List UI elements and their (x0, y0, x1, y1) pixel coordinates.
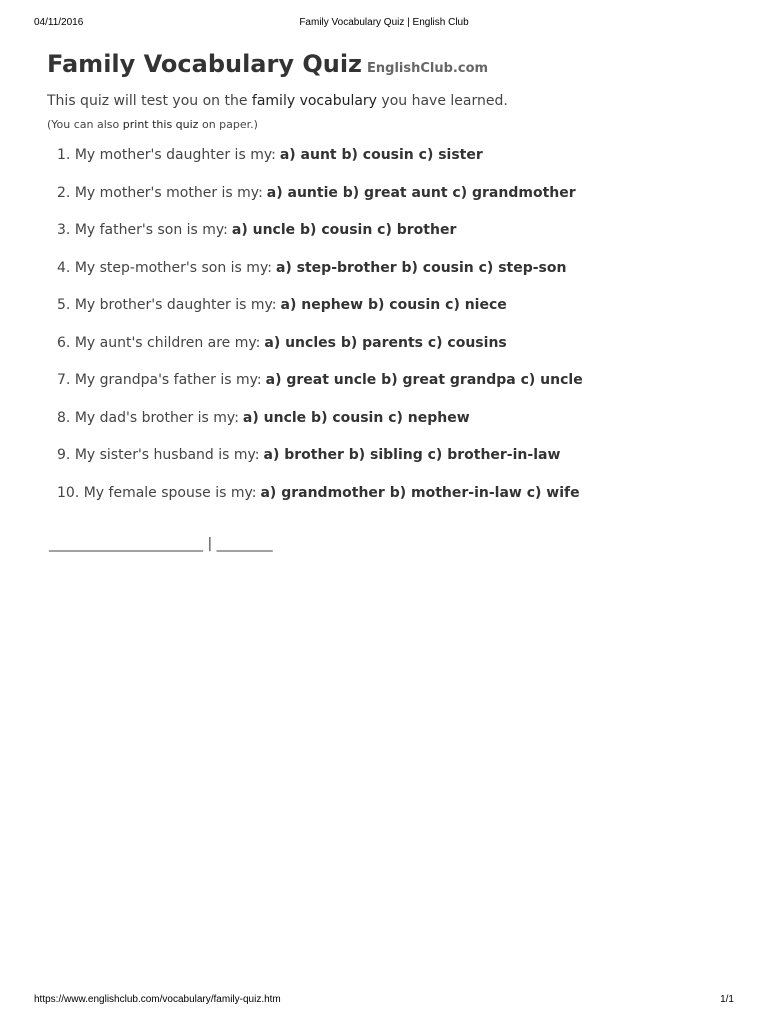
question-list (57, 145, 727, 520)
question-prompt: My female spouse is my: (83, 484, 257, 501)
question-item (57, 220, 727, 258)
question-item (57, 145, 727, 183)
question-number: 9. (57, 447, 71, 463)
page-title: Family Vocabulary Quiz (47, 50, 363, 78)
question-prompt: My mother's mother is my: (74, 184, 263, 201)
print-url: https://www.englishclub.com/vocabulary/family-quiz.htm (34, 994, 281, 1005)
print-page-title: Family Vocabulary Quiz | English Club (299, 17, 469, 28)
answer-blanks: ______________________ | ________ (49, 536, 273, 552)
question-number: 5. (57, 297, 71, 313)
question-prompt: My father's son is my: (74, 222, 228, 238)
question-options[interactable]: a) grandmother b) mother-in-law c) wife (260, 484, 580, 501)
note-text-before: (You can also (47, 118, 123, 131)
intro-text-after: you have learned. (376, 93, 508, 109)
question-item (57, 370, 727, 408)
intro-text-before: This quiz will test you on the (47, 93, 252, 109)
question-item (57, 408, 727, 446)
question-item (57, 295, 727, 333)
question-item (57, 445, 727, 483)
note-text-after: on paper.) (198, 118, 258, 131)
question-options[interactable]: a) uncle b) cousin c) brother (231, 222, 457, 238)
question-number: 8. (57, 409, 71, 426)
question-item (57, 483, 727, 521)
question-number: 7. (57, 372, 71, 388)
question-options[interactable]: a) nephew b) cousin c) niece (280, 297, 507, 313)
page-heading (47, 50, 727, 82)
question-item (57, 183, 727, 221)
question-options[interactable]: a) brother b) sibling c) brother-in-law (263, 447, 561, 463)
question-prompt: My dad's brother is my: (74, 409, 239, 426)
question-options[interactable]: a) great uncle b) great grandpa c) uncle (265, 372, 583, 388)
print-quiz-link[interactable]: print this quiz (122, 118, 199, 131)
print-note (47, 117, 727, 133)
quiz-content (47, 50, 727, 554)
print-footer (34, 994, 734, 1008)
question-number: 2. (57, 184, 71, 201)
question-prompt: My grandpa's father is my: (74, 372, 262, 388)
page-count: 1/1 (720, 994, 734, 1005)
family-vocabulary-link[interactable]: family vocabulary (251, 93, 377, 109)
print-header (34, 17, 734, 31)
question-number: 10. (57, 484, 80, 501)
question-prompt: My brother's daughter is my: (74, 297, 277, 313)
question-number: 1. (57, 147, 71, 163)
question-item (57, 258, 727, 296)
intro-text (47, 91, 727, 111)
question-number: 6. (57, 334, 71, 351)
question-number: 4. (57, 259, 71, 276)
site-name-link[interactable]: EnglishClub.com (367, 61, 489, 76)
question-options[interactable]: a) step-brother b) cousin c) step-son (275, 259, 567, 276)
print-date: 04/11/2016 (34, 17, 84, 28)
question-prompt: My aunt's children are my: (74, 334, 261, 351)
question-options[interactable]: a) uncles b) parents c) cousins (264, 334, 507, 351)
question-options[interactable]: a) uncle b) cousin c) nephew (242, 409, 470, 426)
question-prompt: My mother's daughter is my: (74, 147, 276, 163)
question-item (57, 333, 727, 371)
question-number: 3. (57, 222, 71, 238)
question-options[interactable]: a) aunt b) cousin c) sister (279, 147, 483, 163)
question-options[interactable]: a) auntie b) great aunt c) grandmother (266, 184, 576, 201)
question-prompt: My step-mother's son is my: (74, 259, 272, 276)
question-prompt: My sister's husband is my: (74, 447, 260, 463)
